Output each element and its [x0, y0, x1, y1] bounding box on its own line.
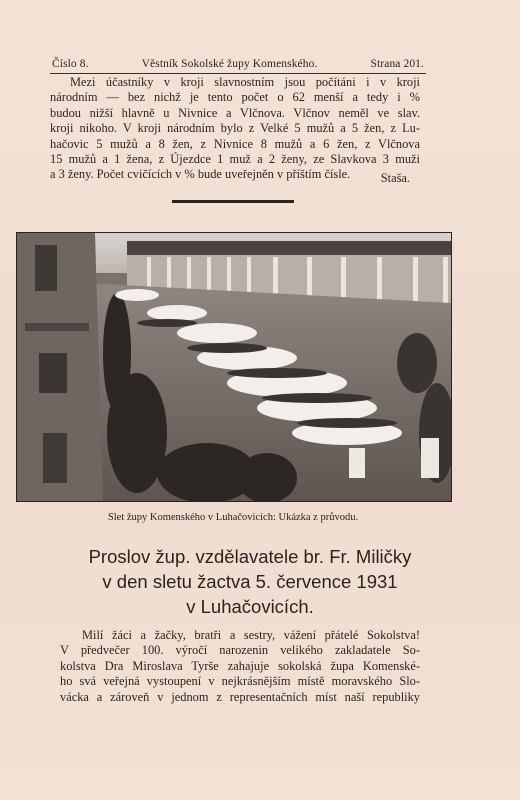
page-number: Strana 201. [370, 58, 424, 70]
text-line: Mezi účastníky v kroji slavnostním jsou počítáni i v kroji [70, 75, 420, 89]
title-line: v den sletu žactva 5. července 1931 [102, 571, 398, 592]
text-line: budou nižší hlavně u Nivnice a Vlčnova. Vlčnov neměl ve slav. [50, 105, 420, 120]
text-line: vácka a zároveň v jednom z representačních míst naší republiky [60, 689, 420, 704]
text-line: kolstva Dra Miroslava Tyrše zahajuje sokolská župa Komenské- [60, 658, 420, 673]
issue-number: Číslo 8. [52, 58, 89, 70]
photo-caption: Slet župy Komenského v Luhačovicích: Ukázka z průvodu. [107, 512, 359, 523]
text-line: ho svá veřejná vystoupení v nejkrásnějším místě moravského Slo- [60, 674, 420, 689]
text-line: 15 mužů a 1 žena, z Újezdce 1 muž a 2 ženy, ze Slavkova 3 muži [50, 152, 420, 167]
text-line: Milí žáci a žačky, bratři a sestry, vážení přátelé Sokolstva! [82, 628, 420, 642]
text-line: hačovic 5 mužů a 8 žen, z Nivnice 8 mužů a 6 žen, z Vlčnova [50, 136, 420, 151]
statistics-paragraph [50, 75, 420, 183]
running-header [52, 58, 424, 70]
speech-paragraph [60, 628, 420, 705]
section-divider [172, 200, 294, 203]
parade-photo-illustration [17, 233, 451, 501]
author-signature: Staša. [380, 171, 410, 185]
title-line: Proslov žup. vzdělavatele br. Fr. Miličky [88, 546, 412, 567]
text-line: národním — bez nichž je tento počet o 62 menší a tedy i % [50, 90, 420, 105]
text-line: kroji nikoho. V kroji národním bylo z Velké 5 mužů a 5 žen, z Lu- [50, 121, 420, 136]
journal-title: Věstník Sokolské župy Komenského. [141, 58, 318, 70]
parade-photograph [16, 232, 452, 502]
text-line: a 3 ženy. Počet cvičících v % bude uveřejněn v příštím čísle. [50, 167, 351, 182]
text-line: V předvečer 100. výročí narozenin velikého zakladatele So- [60, 643, 420, 658]
header-rule [50, 73, 426, 74]
title-line: v Luhačovicích. [186, 596, 314, 617]
article-title [30, 544, 470, 619]
